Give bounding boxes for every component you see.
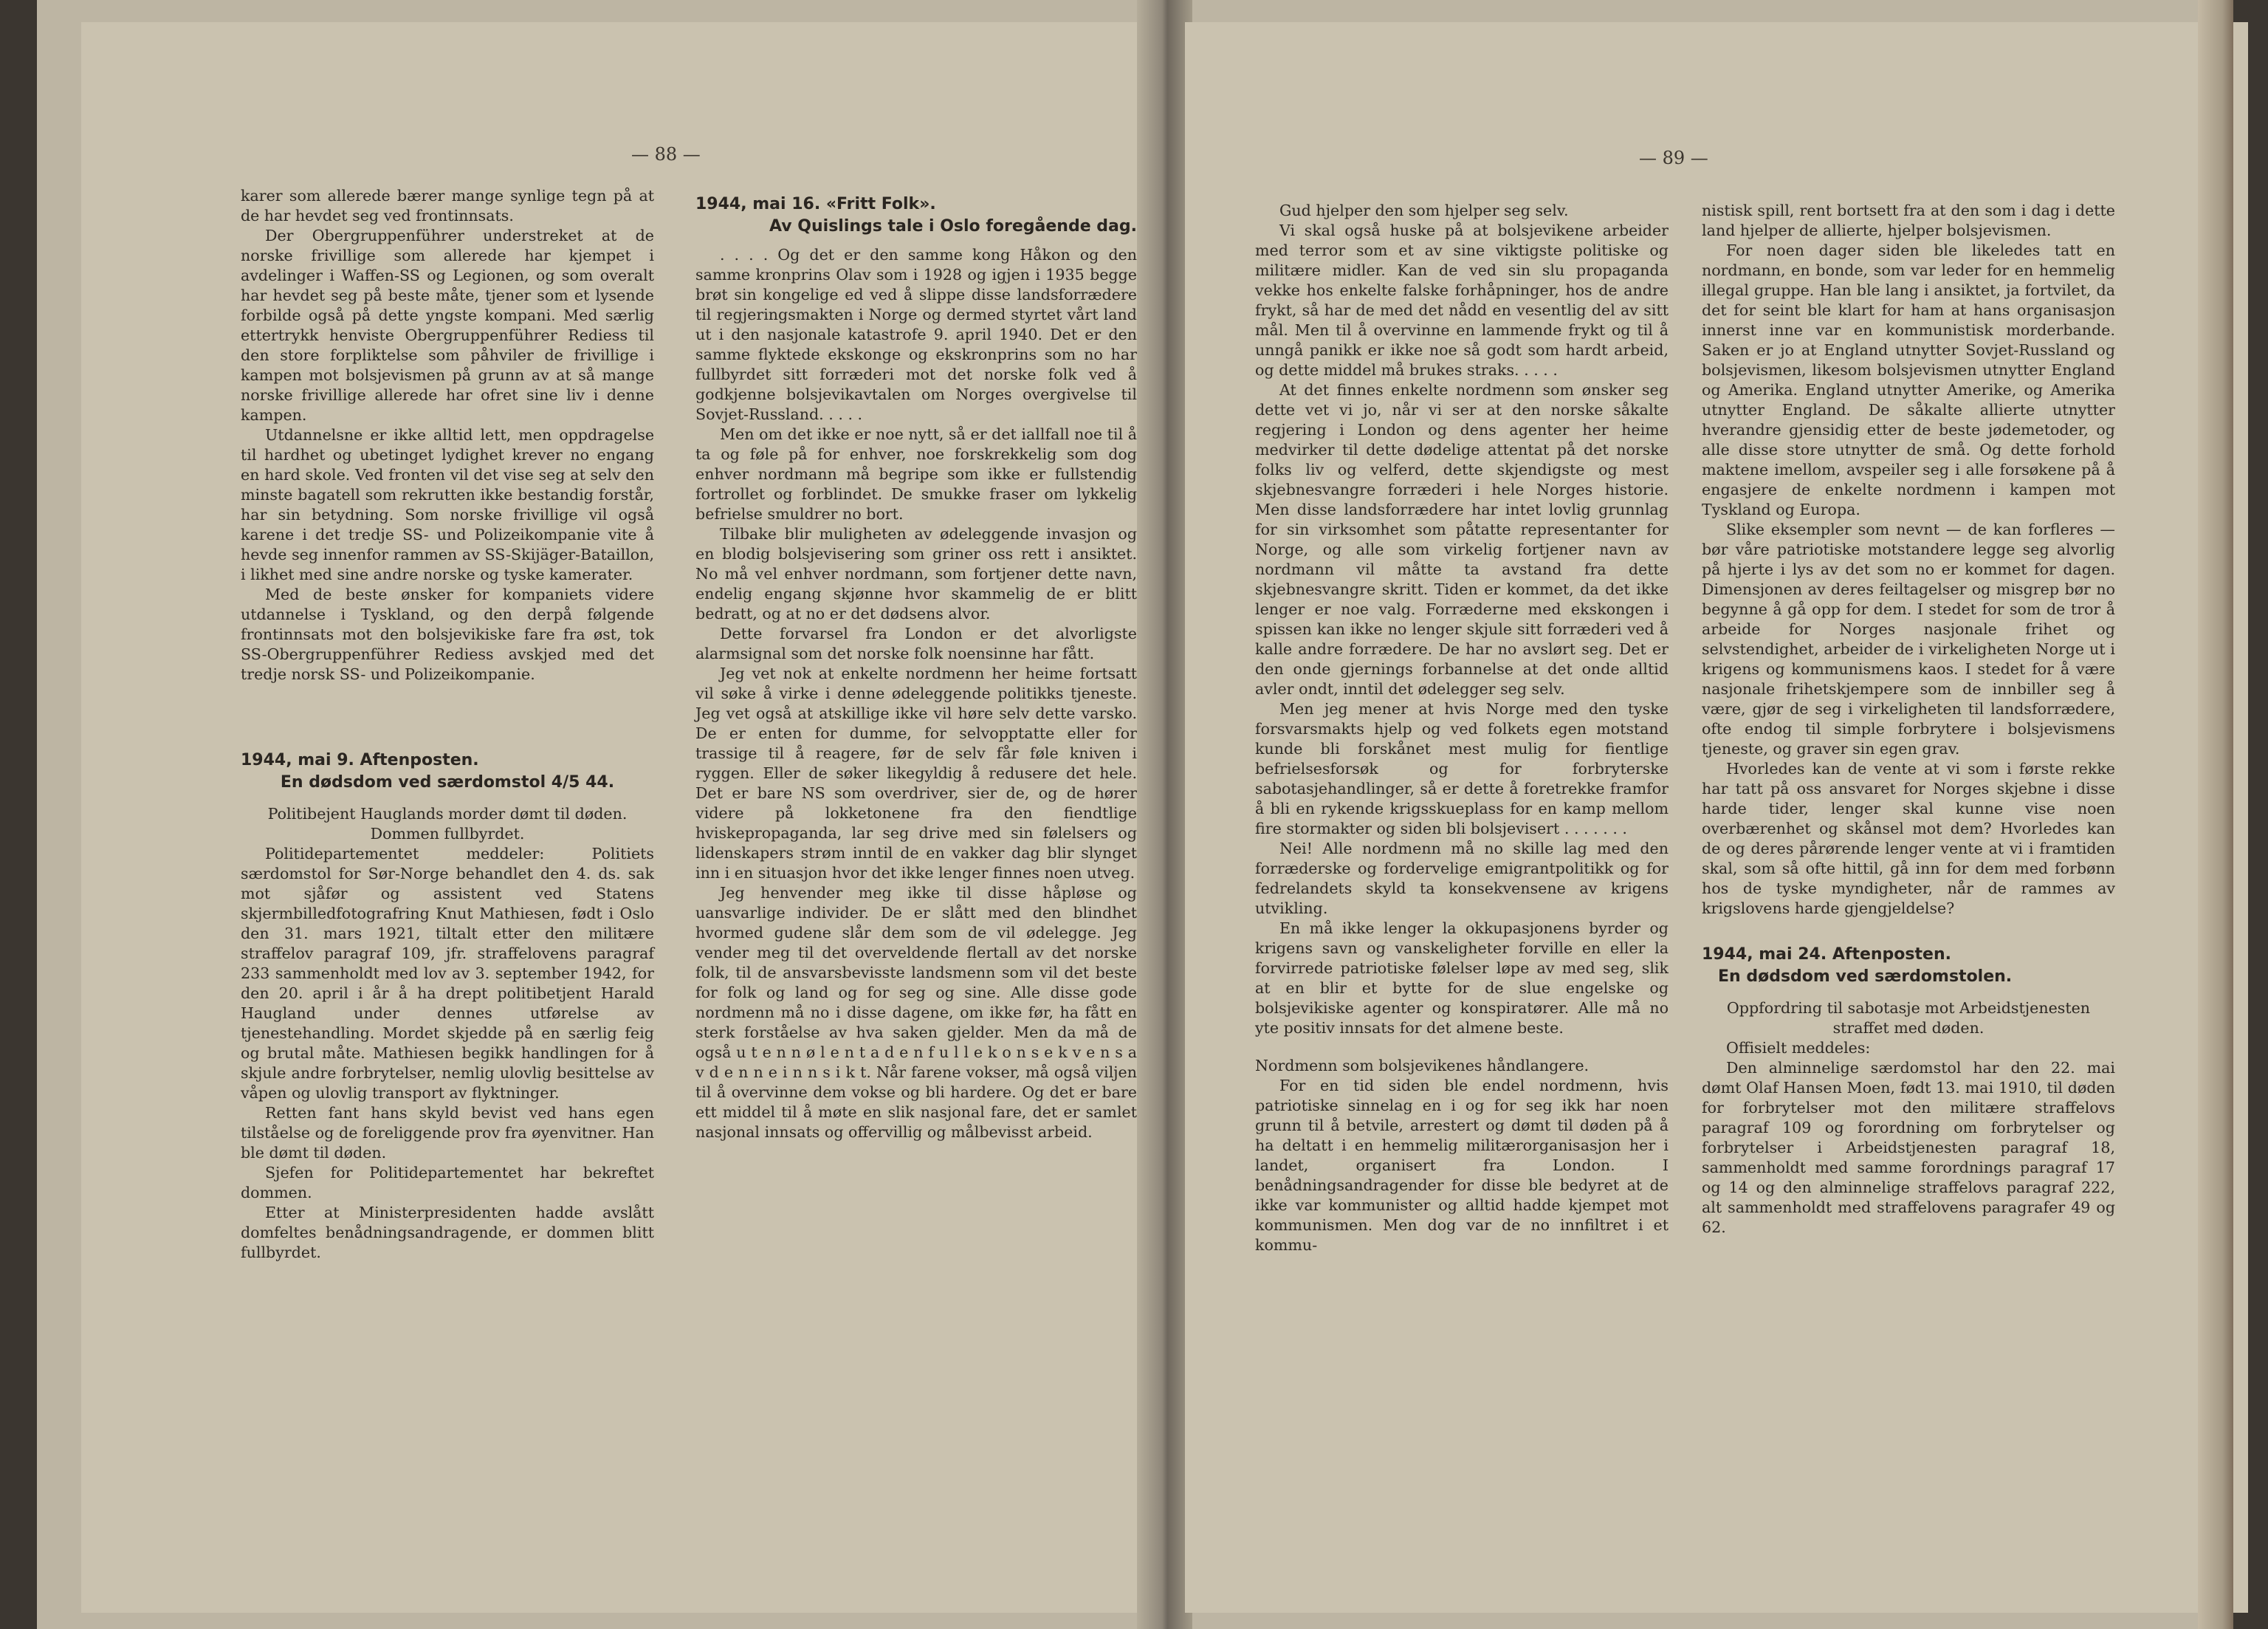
paragraph: For en tid siden ble endel nordmenn, hvis patriotiske sinnelag en i og for seg ikk har noen grunn til å betvile, arrestert og dømt til døden på å ha deltatt i en hemmelig militærorganisasjon her i landet, organisert fra London. I benådningsandragender for disse ble bedyret at de ikke var kommunister og alltid hadde kjempet mot kommunismen. Men dog var de no innfiltret i et kommu- — [1255, 1077, 1669, 1254]
page-number-89: — 89 — — [1639, 148, 1708, 168]
article-subheading: En dødsdom ved særdomstolen. — [1718, 967, 2013, 986]
paragraph: Men jeg mener at hvis Norge med den tyske forsvarsmakts hjelp og ved folkets egen motstand kunde bli forskånet mest mulig for fientlige befrielsesforsøk og for forbryterske sabotasjehandlinger, så er dette å foretrekke framfor å bli en rykende krigsskueplass for en kamp mellom fire stormakter og siden bli bolsjevisert . . . . . . . — [1255, 700, 1669, 837]
article-heading: 1944, mai 16. «Fritt Folk». — [695, 195, 936, 213]
article-lead-2: Offisielt meddeles: — [1725, 1039, 1871, 1057]
article-heading: 1944, mai 24. Aftenposten. — [1702, 945, 1951, 964]
page-edge — [2198, 0, 2233, 1629]
paragraph: Jeg henvender meg ikke til disse håpløse og uansvarlige individer. De er slått med den blindhet hvormed gudene slår dem som de vil ødelegge. Jeg vender meg til det overveldende flertall av det norske folk, til de ansvarsbevisste landsmenn som vil det beste for folk og land og for seg og sine. Alle disse gode nordmenn må no i disse dagene, om ikke før, ha fått en sterk forståelse av hva saken gjelder. Men da må de også u t e n n ø l e n t a d e n f u l l e k o n s e k v e n s a v d e n n e i n n s i k t. Når farene vokser, må også viljen til å overvinne dem vokse og bli hardere. Og det er bare ett middel til å møte en slik nasjonal fare, det er samlet nasjonal innsats og offervillig og målbevisst arbeid. — [695, 884, 1137, 1141]
paragraph: En må ikke lenger la okkupasjonens byrder og krigens savn og vanskeligheter forville en eller la forvirrede patriotiske følelser løpe av med seg, slik at en blir et bytte for de slue engelske og bolsjevikiske agenter og konspiratører. Alle må no yte positiv innsats for det almene beste. — [1255, 919, 1669, 1037]
right-page — [1185, 22, 2248, 1613]
paragraph: Politidepartementet meddeler: Politiets særdomstol for Sør-Norge behandlet den 4. ds. sak mot sjåfør og assistent ved Statens skjermbilledfotografring Knut Mathiesen, født i Oslo den 31. mars 1921, tiltalt etter den militære straffelov paragraf 109, jfr. straffelovens paragraf 233 sammenholdt med lov av 3. september 1942, for den 20. april i år å ha drept politibetjent Harald Haugland under dennes utførelse av tjenestehandling. Mordet skjedde på en særlig feig og brutal måte. Mathiesen begikk handlingen for å skjule andre forbrytelser, nemlig ulovlig besittelse av våpen og ulovlig transport av flyktninger. — [241, 845, 654, 1102]
paragraph: Sjefen for Politidepartementet har bekreftet dommen. — [241, 1164, 654, 1201]
right-col-1 — [1255, 201, 1669, 1255]
article-lead: Oppfordring til sabotasje mot Arbeidstjenesten straffet med døden. — [1726, 999, 2091, 1037]
book-gutter — [1137, 0, 1192, 1629]
paragraph: Den alminnelige særdomstol har den 22. mai dømt Olaf Hansen Moen, født 13. mai 1910, til døden for forbrytelser mot den militære straffelovs paragraf 109 og forordning om forbrytelser og forbrytelser i Arbeidstjenesten paragraf 18, sammenholdt med samme forordnings paragraf 17 og 14 og den alminnelige straffelovs paragraf 222, alt sammenholdt med straffelovens paragrafer 49 og 62. — [1702, 1059, 2115, 1236]
paragraph: Der Obergruppenführer understreket at de norske frivillige som allerede har kjempet i avdelinger i Waffen-SS og Legionen, og som overalt har hevdet seg på beste måte, tjener som et lysende forbilde også på dette yngste kompani. Med særlig ettertrykk henviste Obergruppenführer Rediess til den store forpliktelse som påhviler de frivillige i kampen mot bolsjevismen på grunn av at så mange norske frivillige allerede har ofret sine liv i denne kampen. — [241, 227, 654, 424]
paragraph: Slike eksempler som nevnt — de kan forfleres — bør våre patriotiske motstandere legge seg alvorlig på hjerte i lys av det som no er kommet for dagen. Dimensjonen av deres feiltagelser og misgrep bør no begynne å gå opp for dem. I stedet for som de tror å arbeide for Norges nasjonale frihet og selvstendighet, arbeider de i virkeligheten Norge ut i krigens og kommunismens kaos. I stedet for å være nasjonale frihetskjempere som de innbiller seg å være, gjør de seg i virkeligheten til landsforrædere, ofte endog til simple forbrytere i bolsjevismens tjeneste, og graver sin egen grav. — [1702, 521, 2115, 758]
right-col-2 — [1702, 201, 2115, 1238]
article-subheading: En dødsdom ved særdomstol 4/5 44. — [280, 773, 615, 792]
paragraph: Utdannelsne er ikke alltid lett, men oppdragelse til hardhet og ubetinget lydighet krever no engang en hard skole. Ved fronten vil det vise seg at selv den minste bagatell som rekrutten ikke bestandig forstår, har sin betydning. Som norske frivillige vil også karene i det tredje SS- und Polizeikompanie vite å hevde seg innenfor rammen av SS-Skijäger-Bataillon, i likhet med sine andre norske og tyske kamerater. — [241, 426, 654, 583]
section-lead: Nordmenn som bolsjevikenes håndlangere. — [1255, 1057, 1590, 1074]
page-number-88: — 88 — — [631, 144, 701, 165]
paragraph: . . . . Og det er den samme kong Håkon og den samme kronprins Olav som i 1928 og igjen i 1935 begge brøt sin kongelige ed ved å slippe disse landsforrædere til regjeringsmakten i Norge og dermed styrtet vårt land ut i den nasjonale katastrofe 9. april 1940. Det er den samme flyktede ekskonge og ekskronprins som no har fullbyrdet sitt forræderi mot det norske folk ved å godkjenne bolsjevikavtalen om Norges overgivelse til Sovjet-Russland. . . . . — [695, 246, 1137, 423]
article-subheading: Av Quislings tale i Oslo foregående dag. — [769, 217, 1137, 236]
paragraph: Dette forvarsel fra London er det alvorligste alarmsignal som det norske folk noensinne har fått. — [695, 625, 1137, 662]
paragraph: Etter at Ministerpresidenten hadde avslått domfeltes benådningsandragende, er dommen blitt fullbyrdet. — [241, 1204, 654, 1261]
paragraph: Vi skal også huske på at bolsjevikene arbeider med terror som et av sine viktigste politiske og militære midler. Kan de ved sin slu propaganda vekke hos enkelte falske forhåpninger, hos de andre frykt, så har de med det nådd en vesentlig del av sitt mål. Men til å overvinne en lammende frykt og til å unngå panikk er ikke noe så godt som hardt arbeid, og dette middel må brukes straks. . . . . — [1255, 222, 1669, 379]
book-spread — [37, 0, 2233, 1629]
paragraph: Gud hjelper den som hjelper seg selv. — [1279, 202, 1569, 219]
paragraph: Tilbake blir muligheten av ødeleggende invasjon og en blodig bolsjevisering som griner oss rett i ansiktet. No må vel enhver nordmann, som fortjener dette navn, endelig engang skjønne hvor skammelig de er blitt bedratt, og at no er det dødsens alvor. — [695, 525, 1137, 623]
left-col-1 — [241, 186, 654, 1263]
article-heading: 1944, mai 9. Aftenposten. — [241, 751, 479, 769]
paragraph: Retten fant hans skyld bevist ved hans egen tilståelse og de foreliggende prov fra øyenvitner. Han ble dømt til døden. — [241, 1104, 654, 1162]
left-col-2 — [695, 193, 1137, 1142]
paragraph: For noen dager siden ble likeledes tatt en nordmann, en bonde, som var leder for en hemmelig illegal gruppe. Han ble lang i ansiktet, ja fortvilet, da det for seint ble klart for ham at hans organisasjon innerst inne var en kommunistisk morderbande. Saken er jo at England utnytter Sovjet-Russland og bolsjevismen, likesom bolsjevismen utnytter England og Amerika. England utnytter Amerike, og Amerika utnytter England. De såkalte allierte utnytter hverandre gjensidig etter de beste jødemetoder, og alle disse store utnytter de små. Og dette forhold maktene imellom, avspeiler seg i alle forsøkene på å engasjere de enkelte nordmenn i kampen mot Tyskland og Europa. — [1702, 241, 2115, 518]
article-lead: Politibejent Hauglands morder dømt til døden. Dommen fullbyrdet. — [267, 805, 628, 843]
paragraph: karer som allerede bærer mange synlige tegn på at de har hevdet seg ved frontinnsats. — [241, 187, 654, 224]
left-page — [81, 22, 1181, 1613]
paragraph: Men om det ikke er noe nytt, så er det iallfall noe til å ta og føle på for enhver, noe forskrekkelig som dog enhver nordmann må begripe som ikke er fullstendig fortrollet og forblindet. De smukke fraser om lykkelig befrielse smuldrer no bort. — [695, 425, 1137, 523]
paragraph: Med de beste ønsker for kompaniets videre utdannelse i Tyskland, og den derpå følgende frontinnsats mot den bolsjevikiske fare fra øst, tok SS-Obergruppenführer Rediess avskjed med det tredje norsk SS- und Polizeikompanie. — [241, 586, 654, 683]
paragraph: Nei! Alle nordmenn må no skille lag med den forræderske og fordervelige emigrantpolitikk og for fedrelandets skyld ta konsekvensene av krigens utvikling. — [1255, 840, 1669, 917]
paragraph: Hvorledes kan de vente at vi som i første rekke har tatt på oss ansvaret for Norges skjebne i disse harde tider, lenger skal kunne vise noen overbærenhet og skånsel mot dem? Hvorledes kan de og deres pårørende lenger vente at vi i framtiden skal, som så ofte hittil, gå inn for dem med forbønn hos de tyske myndigheter, når de rammes av krigslovens harde gjengjeldelse? — [1702, 760, 2115, 917]
paragraph: nistisk spill, rent bortsett fra at den som i dag i dette land hjelper de allierte, hjelper bolsjevismen. — [1702, 202, 2115, 239]
paragraph: At det finnes enkelte nordmenn som ønsker seg dette vet vi jo, når vi ser at den norske såkalte regjering i London og dens agenter her heime medvirker til dette dødelige attentat på det norske folks liv og velferd, dette skjendigste og mest skjebnesvangre forræderi i hele Norges historie. Men disse landsforrædere har intet lovlig grunnlag for sin virksomhet som påtatte representanter for Norge, og alle som virkelig fortjener navn av nordmann vil måtte ta avstand fra dette skjebnesvangre skritt. Tiden er kommet, da det ikke lenger er noe valg. Forræderne med ekskongen i spissen kan ikke no lenger skjule sitt forræderi ved å kalle andre forrædere. De har no avslørt seg. Det er den onde gjernings forbannelse at det onde alltid avler ondt, inntil det ødelegger seg selv. — [1255, 381, 1669, 698]
paragraph: Jeg vet nok at enkelte nordmenn her heime fortsatt vil søke å virke i denne ødeleggende politikks tjeneste. Jeg vet også at atskillige ikke vil høre selv dette varsko. De er enten for dumme, for selvopptatte eller for trassige til å reagere, før de selv får føle kniven i ryggen. Eller de søker likegyldig å redusere det hele. Det er bare NS som overdriver, sier de, og de hører videre på lokketonene fra den fiendtlige hviskepropaganda, lar seg drive med sin følelsers og lidenskapers strøm inntil de en vakker dag blir slynget inn i en situasjon hvor det ikke lenger finnes noen utveg. — [695, 665, 1137, 882]
